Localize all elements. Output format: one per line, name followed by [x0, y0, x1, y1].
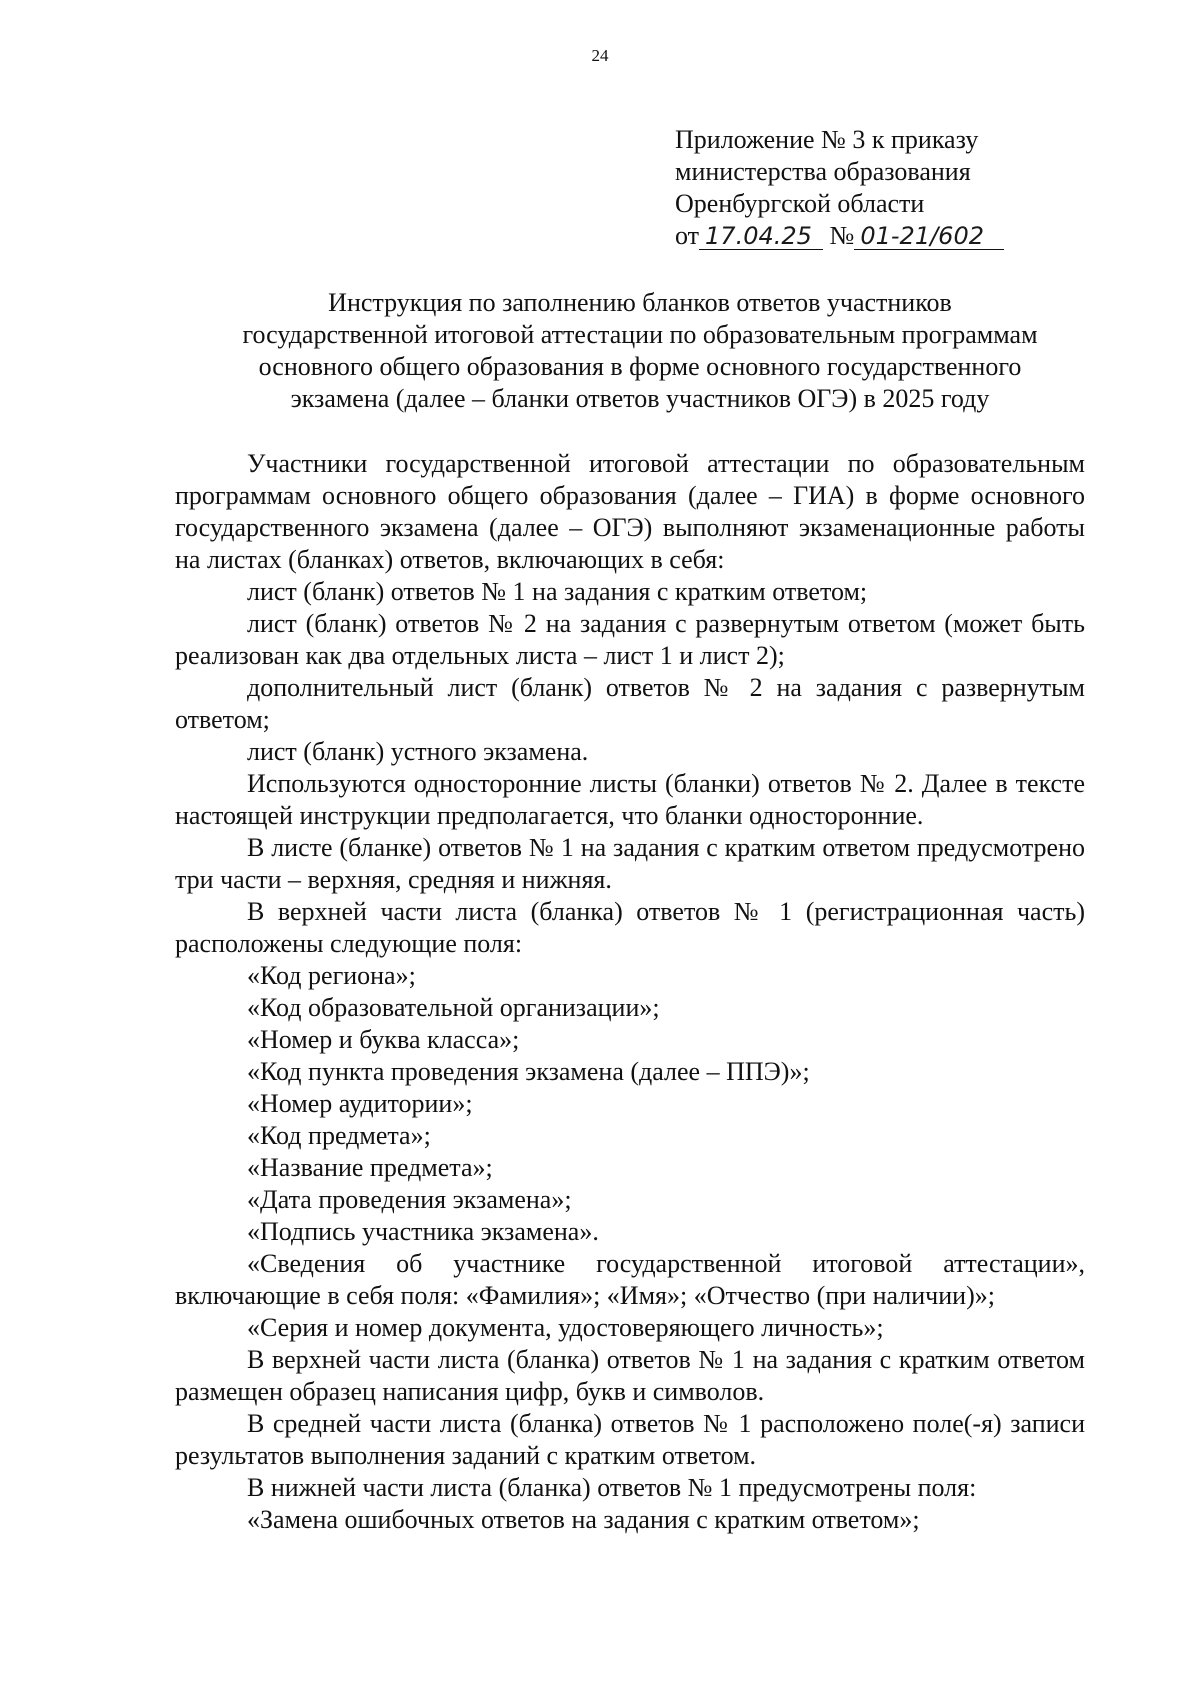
appendix-order-line [675, 220, 1035, 252]
appendix-block [675, 124, 1035, 252]
date-prefix: от [675, 221, 700, 250]
field-subject-name: «Название предмета»; [247, 1153, 493, 1182]
list-item-blank-1: лист (бланк) ответов № 1 на задания с кратким ответом; [247, 577, 868, 606]
field-ppe-code: «Код пункта проведения экзамена (далее – ППЭ)»; [247, 1057, 810, 1086]
appendix-line-1: Приложение № 3 к приказу [675, 125, 979, 154]
title-line-3: основного общего образования в форме основного государственного [258, 352, 1022, 381]
list-item-additional-blank: дополнительный лист (бланк) ответов № 2 на задания с развернутым ответом; [175, 673, 1085, 734]
paragraph-participant-info: «Сведения об участнике государственной итоговой аттестации», включающие в себя поля: «Фамилия»; «Имя»; «Отчество (при наличии)»; [175, 1249, 1085, 1310]
field-org-code: «Код образовательной организации»; [247, 993, 660, 1022]
handwritten-order-number: 01-21/602 [854, 223, 1004, 250]
field-signature: «Подпись участника экзамена». [247, 1217, 599, 1246]
paragraph-top-part: В верхней части листа (бланка) ответов № 1 (регистрационная часть) расположены следующие поля: [175, 897, 1085, 958]
paragraph-sample: В верхней части листа (бланка) ответов № 1 на задания с кратким ответом размещен образец написания цифр, букв и символов. [175, 1345, 1085, 1406]
title-line-2: государственной итоговой аттестации по образовательным программам [242, 320, 1038, 349]
paragraph-id-document: «Серия и номер документа, удостоверяющего личность»; [247, 1313, 884, 1342]
list-item-oral-blank: лист (бланк) устного экзамена. [247, 737, 589, 766]
field-region-code: «Код региона»; [247, 961, 416, 990]
title-line-1: Инструкция по заполнению бланков ответов участников [328, 288, 952, 317]
handwritten-date: 17.04.25 [699, 223, 823, 250]
number-prefix: № [829, 221, 855, 250]
field-class: «Номер и буква класса»; [247, 1025, 520, 1054]
document-title [190, 287, 1090, 415]
list-item-blank-2: лист (бланк) ответов № 2 на задания с развернутым ответом (может быть реализован как два отдельных листа – лист 1 и лист 2); [175, 609, 1085, 670]
page-number: 24 [591, 46, 609, 65]
field-subject-code: «Код предмета»; [247, 1121, 431, 1150]
document-body [175, 448, 1085, 1536]
field-exam-date: «Дата проведения экзамена»; [247, 1185, 572, 1214]
title-line-4: экзамена (далее – бланки ответов участников ОГЭ) в 2025 году [290, 384, 990, 413]
paragraph-one-sided: Используются односторонние листы (бланки) ответов № 2. Далее в тексте настоящей инструкции предполагается, что бланки односторонние. [175, 769, 1085, 830]
appendix-line-3: Оренбургской области [675, 189, 925, 218]
paragraph-intro: Участники государственной итоговой аттестации по образовательным программам основного общего образования (далее – ГИА) в форме основного государственного экзамена (далее – ОГЭ) выполняют экзаменационные работы на листах (бланках) ответов, включающих в себя: [175, 449, 1085, 574]
field-room-number: «Номер аудитории»; [247, 1089, 473, 1118]
paragraph-replacement: «Замена ошибочных ответов на задания с кратким ответом»; [247, 1505, 920, 1534]
paragraph-bottom-part: В нижней части листа (бланка) ответов № 1 предусмотрены поля: [247, 1473, 977, 1502]
appendix-line-2: министерства образования [675, 157, 971, 186]
paragraph-three-parts: В листе (бланке) ответов № 1 на задания с кратким ответом предусмотрено три части – верхняя, средняя и нижняя. [175, 833, 1085, 894]
paragraph-middle-part: В средней части листа (бланка) ответов № 1 расположено поле(-я) записи результатов выполнения заданий с кратким ответом. [175, 1409, 1085, 1470]
